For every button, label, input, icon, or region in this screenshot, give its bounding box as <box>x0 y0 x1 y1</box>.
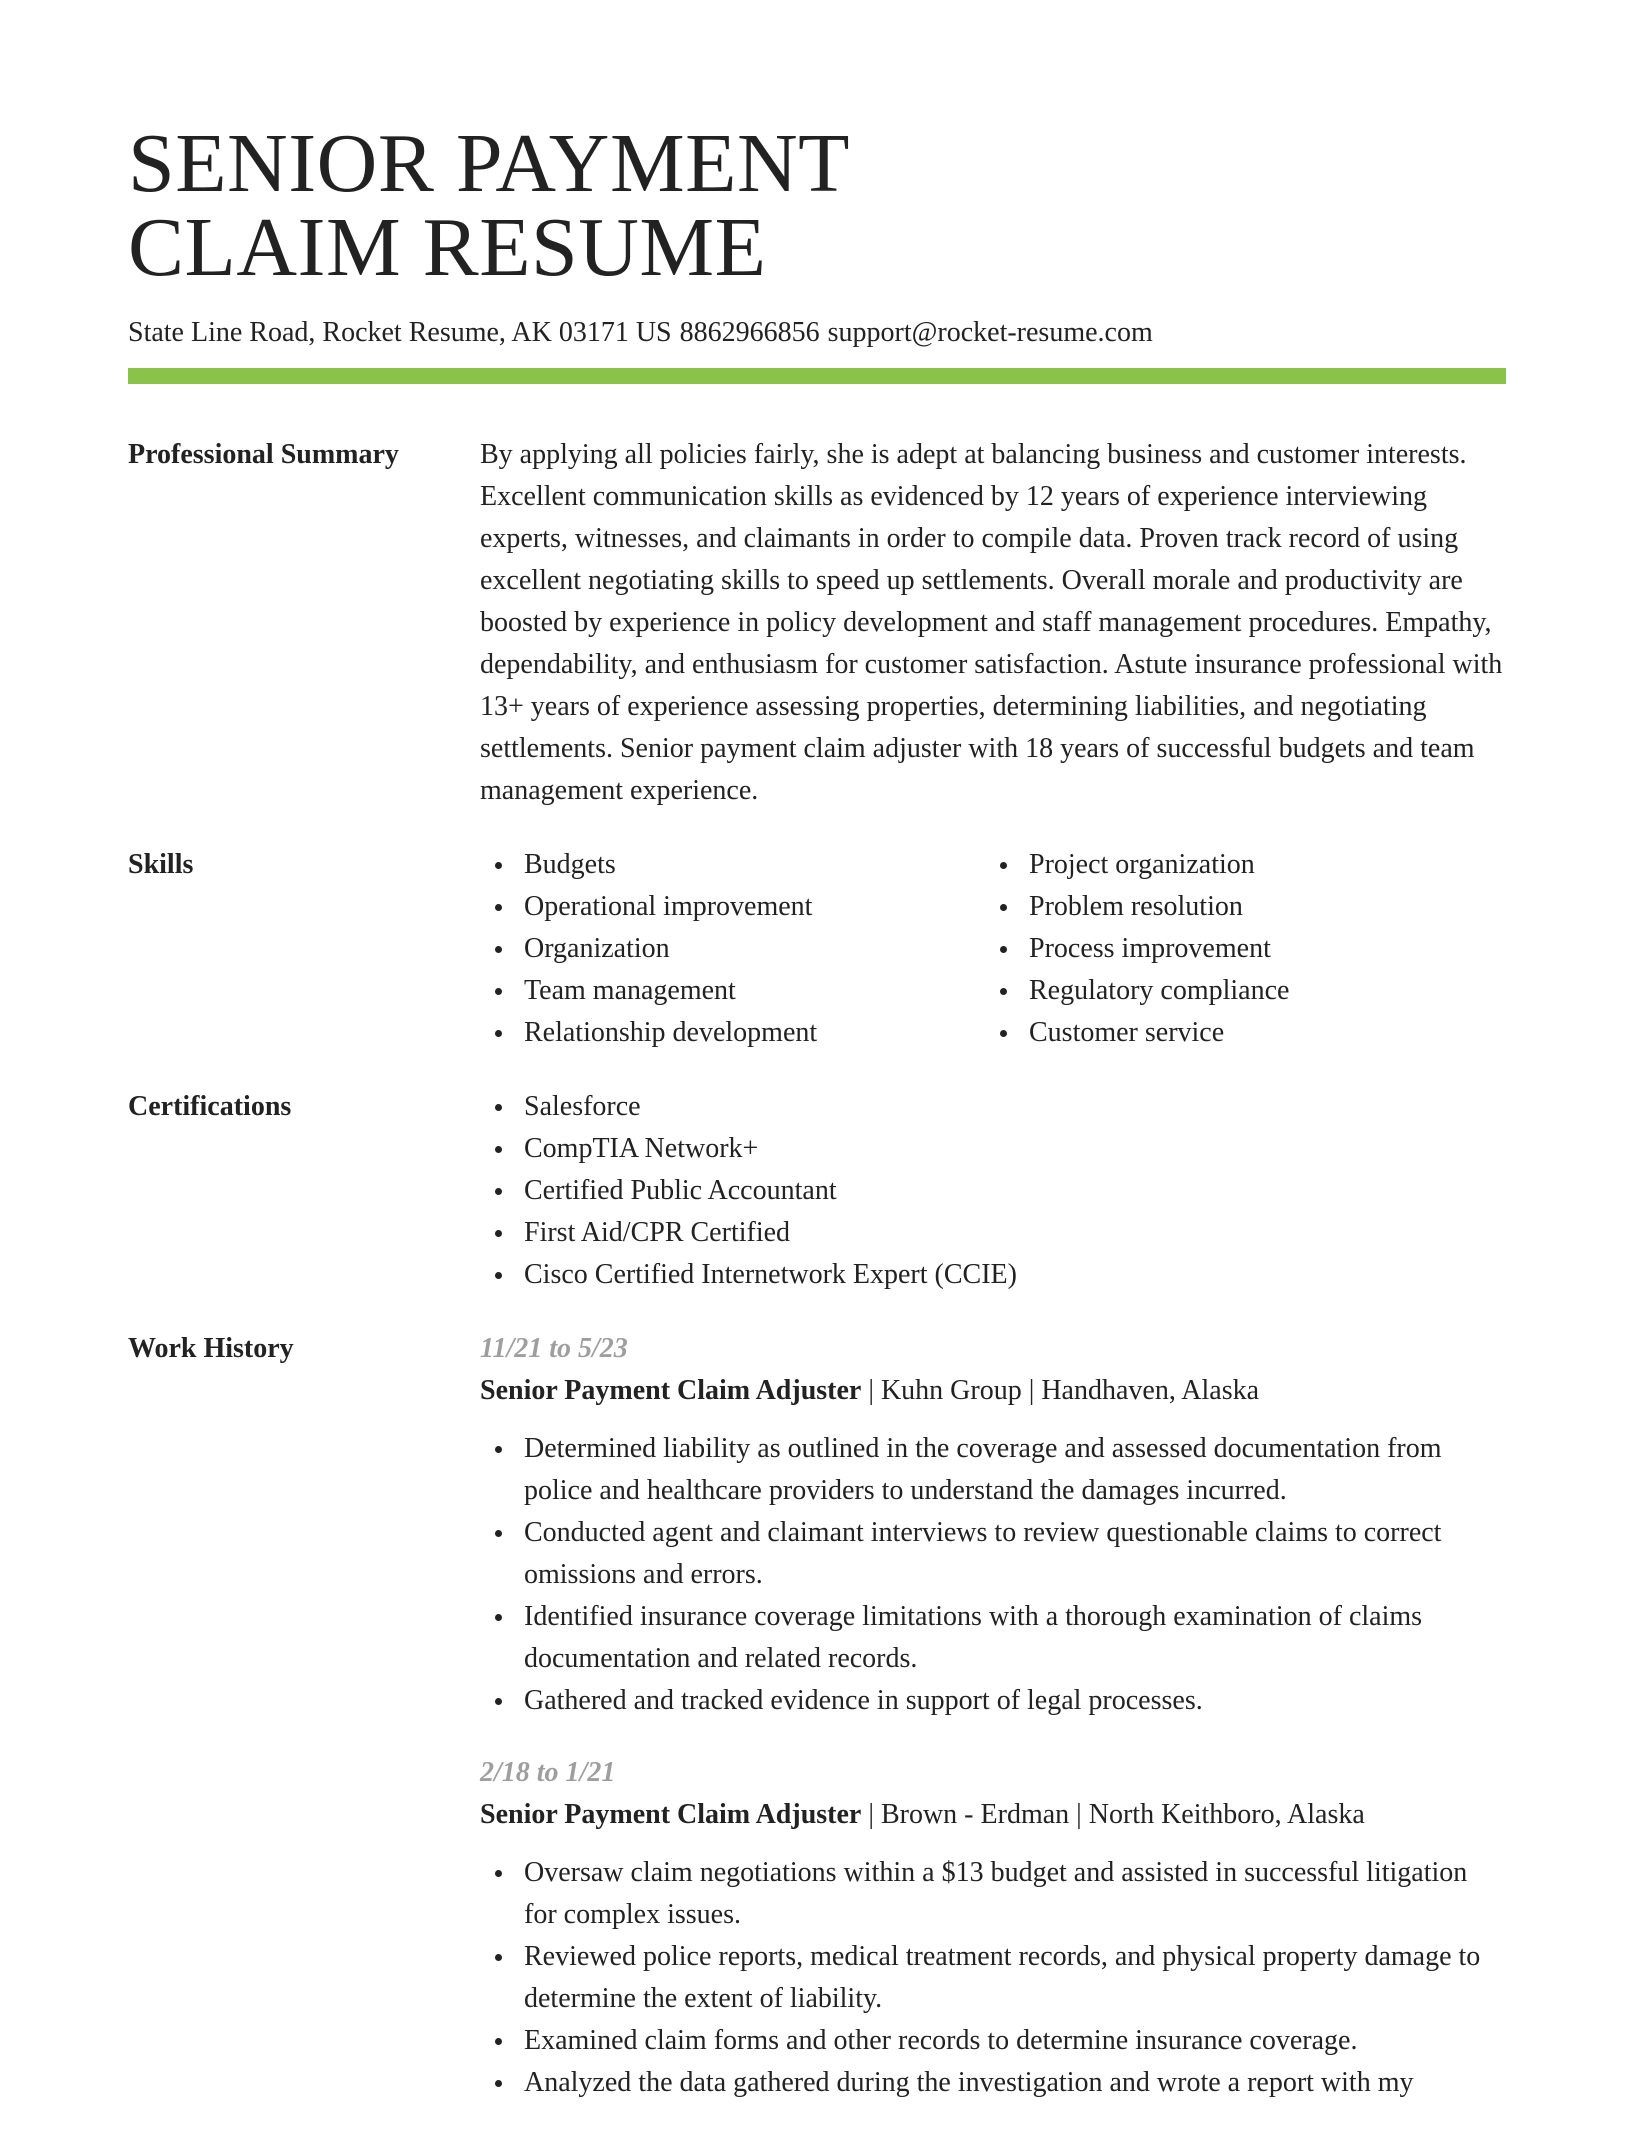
skills-column-left <box>480 844 985 1054</box>
skill-item: Relationship development <box>480 1012 985 1054</box>
skills-grid <box>480 844 1506 1054</box>
skill-item: Budgets <box>480 844 985 886</box>
job-bullet: Conducted agent and claimant interviews to review questionable claims to correct omissions and errors. <box>480 1512 1506 1596</box>
job-bullet: Analyzed the data gathered during the investigation and wrote a report with my <box>480 2062 1506 2104</box>
certifications-body <box>480 1086 1506 1296</box>
skill-item: Customer service <box>985 1012 1490 1054</box>
job-bullet: Reviewed police reports, medical treatment records, and physical property damage to determine the extent of liability. <box>480 1936 1506 2020</box>
certifications-list <box>480 1086 1506 1296</box>
page-title <box>128 117 1506 294</box>
job-bullet: Examined claim forms and other records to determine insurance coverage. <box>480 2020 1506 2062</box>
job-bullet: Oversaw claim negotiations within a $13 budget and assisted in successful litigation for complex issues. <box>480 1852 1506 1936</box>
job-bullets <box>480 1852 1506 2104</box>
job-dates: 11/21 to 5/23 <box>480 1333 628 1364</box>
title-line-1: SENIOR PAYMENT <box>128 117 850 210</box>
certification-item: Certified Public Accountant <box>480 1170 1506 1212</box>
certification-item: First Aid/CPR Certified <box>480 1212 1506 1254</box>
section-label-certifications: Certifications <box>128 1091 292 1122</box>
job-heading <box>480 1794 1506 1836</box>
job-bullets <box>480 1428 1506 1722</box>
contact-email: support@rocket-resume.com <box>827 317 1153 348</box>
job-entry <box>480 1328 1506 1722</box>
skills-column-right <box>985 844 1490 1054</box>
section-label-work-history: Work History <box>128 1333 294 1364</box>
certification-item: Salesforce <box>480 1086 1506 1128</box>
summary-body <box>480 434 1506 812</box>
skill-item: Regulatory compliance <box>985 970 1490 1012</box>
job-heading <box>480 1370 1506 1412</box>
job-dates: 2/18 to 1/21 <box>480 1757 616 1788</box>
job-details: | Brown - Erdman | North Keithboro, Alaska <box>861 1799 1365 1830</box>
skill-item: Project organization <box>985 844 1490 886</box>
job-bullet: Identified insurance coverage limitations with a thorough examination of claims documentation and related records. <box>480 1596 1506 1680</box>
job-title: Senior Payment Claim Adjuster <box>480 1799 862 1830</box>
title-line-2: CLAIM RESUME <box>128 201 767 294</box>
skill-item: Process improvement <box>985 928 1490 970</box>
work-history-section <box>128 1328 1506 2134</box>
contact-address: State Line Road, Rocket Resume, AK 03171 US <box>128 317 672 348</box>
work-history-body <box>480 1328 1506 2134</box>
skill-item: Team management <box>480 970 985 1012</box>
skills-section <box>128 844 1506 1054</box>
section-label-summary: Professional Summary <box>128 439 399 470</box>
job-bullet: Gathered and tracked evidence in support of legal processes. <box>480 1680 1506 1722</box>
accent-divider <box>128 368 1506 384</box>
certification-item: CompTIA Network+ <box>480 1128 1506 1170</box>
job-title: Senior Payment Claim Adjuster <box>480 1375 862 1406</box>
resume-page <box>128 117 1506 2134</box>
job-details: | Kuhn Group | Handhaven, Alaska <box>861 1375 1260 1406</box>
section-label-skills: Skills <box>128 849 194 880</box>
contact-line <box>128 316 1506 350</box>
skill-item: Organization <box>480 928 985 970</box>
summary-text: By applying all policies fairly, she is adept at balancing business and customer interests. Excellent communication skills as evidenced by 12 years of experience interviewing experts, witnesses, and claimants in order to compile data. Proven track record of using excellent negotiating skills to speed up settlements. Overall morale and productivity are boosted by experience in policy development and staff management procedures. Empathy, dependability, and enthusiasm for customer satisfaction. Astute insurance professional with 13+ years of experience assessing properties, determining liabilities, and negotiating settlements. Senior payment claim adjuster with 18 years of successful budgets and team management experience. <box>480 439 1503 806</box>
summary-section <box>128 434 1506 812</box>
skill-item: Problem resolution <box>985 886 1490 928</box>
skill-item: Operational improvement <box>480 886 985 928</box>
certifications-section <box>128 1086 1506 1296</box>
job-bullet: Determined liability as outlined in the coverage and assessed documentation from police and healthcare providers to understand the damages incurred. <box>480 1428 1506 1512</box>
contact-phone: 8862966856 <box>679 317 820 348</box>
certification-item: Cisco Certified Internetwork Expert (CCIE) <box>480 1254 1506 1296</box>
job-entry <box>480 1752 1506 2104</box>
skills-body <box>480 844 1506 1054</box>
